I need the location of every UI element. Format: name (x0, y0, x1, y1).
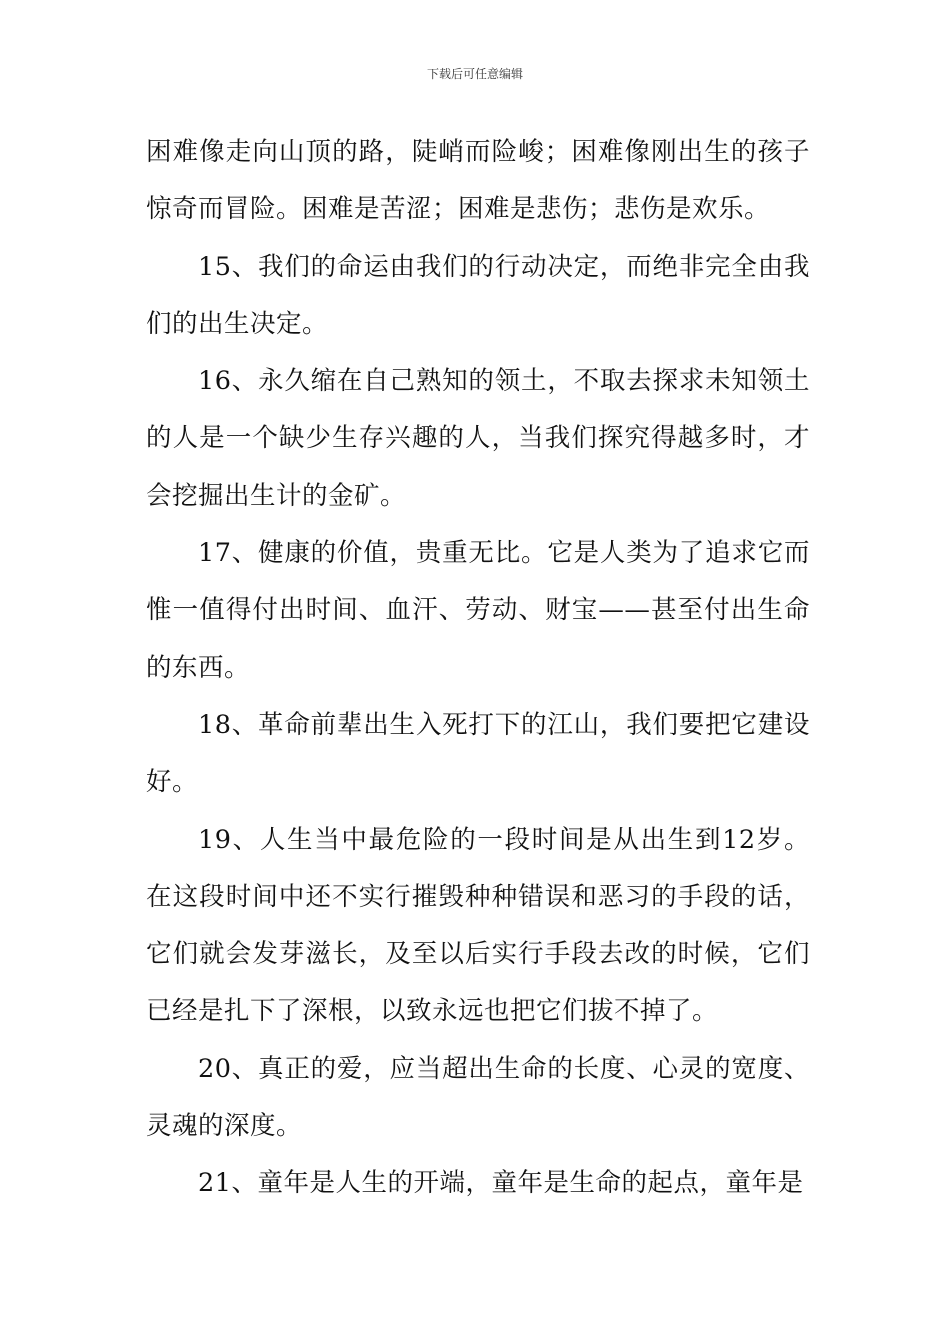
paragraph-21: 21、童年是人生的开端，童年是生命的起点，童年是 (198, 1168, 804, 1199)
paragraph-19: 19、人生当中最危险的一段时间是从出生到12岁。在这段时间中还不实行摧毁种种错误和恶习的手段的话，它们就会发芽滋长，及至以后实行手段去改的时候，它们已经是扎下了深根，以致永远也把它们拔不掉了。 (146, 824, 810, 1027)
paragraph-20: 20、真正的爱，应当超出生命的长度、心灵的宽度、灵魂的深度。 (146, 1053, 810, 1142)
paragraph-18: 18、革命前辈出生入死打下的江山，我们要把它建设好。 (146, 709, 810, 798)
paragraph-16: 16、永久缩在自己熟知的领土，不取去探求未知领土的人是一个缺少生存兴趣的人，当我们探究得越多时，才会挖掘出生计的金矿。 (146, 366, 810, 511)
paragraph-17: 17、健康的价值，贵重无比。它是人类为了追求它而惟一值得付出时间、血汗、劳动、财宝——甚至付出生命的东西。 (146, 538, 810, 683)
paragraph-15: 15、我们的命运由我们的行动决定，而绝非完全由我们的出生决定。 (146, 251, 810, 339)
document-body (146, 124, 810, 1213)
page-header-note: 下载后可任意编辑 (426, 67, 523, 81)
paragraph-continuation: 困难像走向山顶的路，陡峭而险峻；困难像刚出生的孩子惊奇而冒险。困难是苦涩；困难是悲伤；悲伤是欢乐。 (146, 137, 810, 225)
